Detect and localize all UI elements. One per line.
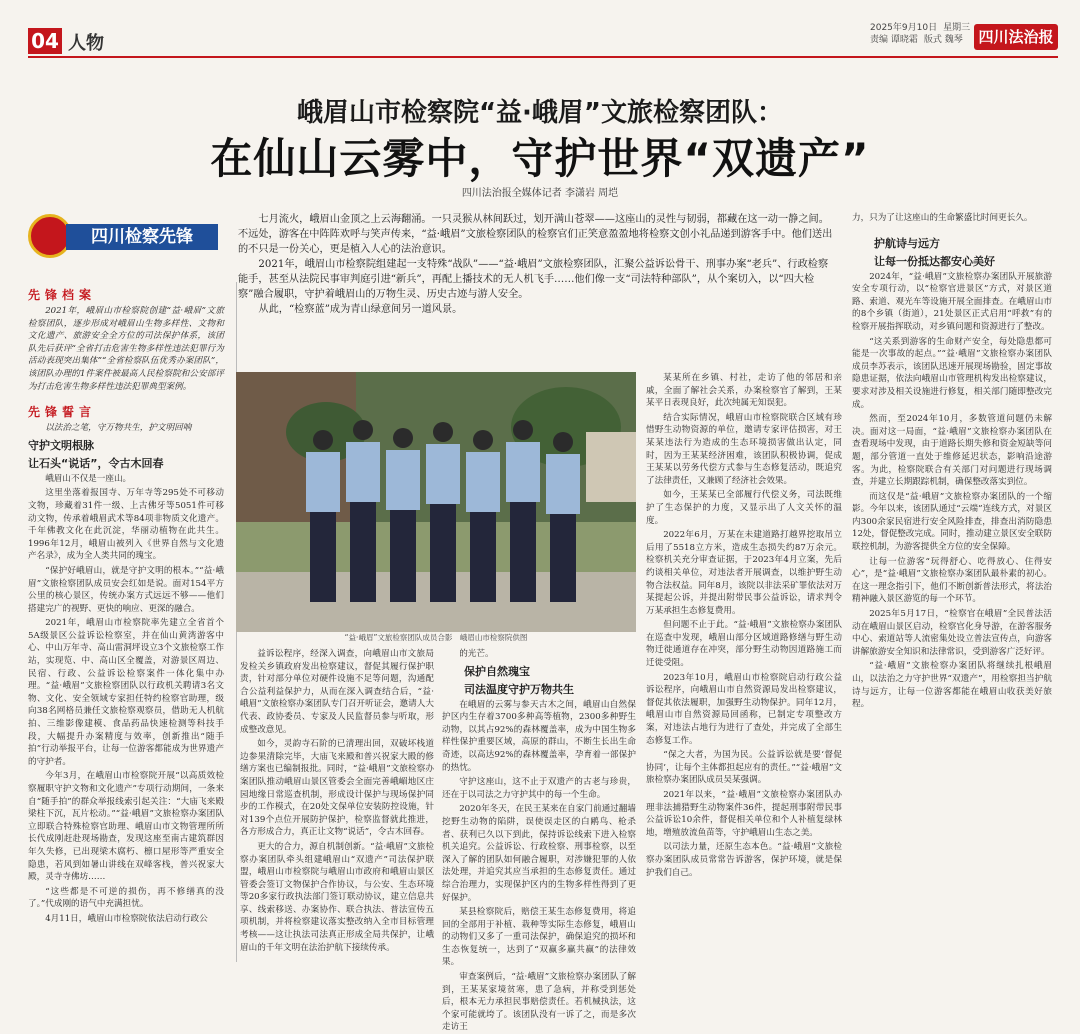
right1-paragraph: 2023年10月，峨眉山市检察院启动行政公益诉讼程序，向峨眉山市自然资源局发出检察建议，督促其依法履职，加强野生动物保护。同年12月，峨眉山市自然资源局回函称，已制定专项整改方案，对违法占地行为进行了查处，并完成了全部生态修复工作。 (646, 672, 842, 746)
safety-heading-1: 护航诗与远方 (874, 236, 940, 250)
section-title: 人物 (68, 33, 104, 54)
left-paragraph: 峨眉山不仅是一座山。 (45, 473, 132, 484)
middle-column-2 (442, 648, 636, 1033)
article-kicker: 峨眉山市检察院“益·峨眉”文旅检察团队： (296, 98, 784, 128)
right1-paragraph: 2021年以来，“益·峨眉”文旅检察办案团队办理非法捕猎野生动物案件36件，提起刑事附带民事公益诉讼10余件，督促相关单位和个人补植复绿林地，增殖放流鱼苗等，守护峨眉山生态之美。 (646, 790, 842, 838)
right2-paragraph: “这关系到游客的生命财产安全，每处隐患都可能是一次事故的起点。”“益·峨眉”文旅检察办案团队成员李苏表示，该团队迅速开展现场勘验，固定事故隐患证据，依法向峨眉山市管理机构发出检察建议，要求对涉及相关设施进行修复，相关部门随即整改完成。 (852, 336, 1052, 410)
mid2-paragraph: 的光芒。 (459, 649, 494, 659)
right1-paragraph: 2022年6月，万某在未建道路打越界挖取吊立后用了5518立方米，造成生态损失约87万余元。检察机关充分审查证据，于2023年4月立案，先后约谈相关单位，对违法者开展调查，以维护野生动物合法权益。同年8月，该院以非法采矿罪依法对万某提起公诉，并提出附带民事公益诉讼，请求判令万某承担生态修复费用。 (646, 530, 842, 616)
left-paragraph: “保护好峨眉山，就是守护文明的根本。”“益·峨眉”文旅检察团队成员安会红如是说。面对154平方公里的核心景区，传统办案方式远远不够——他们搭建完广的视野、更快的响应、更深的融合。 (28, 565, 224, 614)
mid2-paragraph: 在峨眉的云雾与参天古木之间，峨眉山自然保护区内生存着3700多种高等植物，2300多种野生动物，以其占92%的森林覆盖率，成为中国生物多样性保护重要区域，高原的群山，不断生长出生命奇迹，以高达92%的森林覆盖率，孕育着一部保护的热忱。 (442, 699, 636, 773)
right1-paragraph: 以司法力量，还原生态本色。“益·峨眉”文旅检察办案团队成员常常告诉游客，保护环境，就是保护我们自己。 (646, 842, 842, 878)
left-paragraph: “这些都是不可逆的损伤，再不修缮真的没了。”代成刚的语气中充满担忧。 (28, 886, 224, 910)
header-rule (28, 56, 1058, 58)
column-badge (28, 214, 218, 258)
archive-text: 2021年，峨眉山市检察院创建“益·峨眉”文旅检察团队，逐步形成对峨眉山生物多样性、文物和文化遗产、旅游安全全方位的司法保护体系，该团队先后获评“全省打击危害生物多样性违法犯罪行为活动表现突出集体”“全省检察队伍优秀办案团队”，该团队办理的1件案件被最高人民检察院和公安部评为打击危害生物多样性违法犯罪典型案例。 (28, 306, 224, 392)
mid2-paragraph: 守护这座山，这不止于双遗产的古老与珍贵，还在于以司法之力守护其中的每一个生命。 (442, 777, 636, 800)
sub-heading-2: 让石头“说话”，令古木回春 (28, 456, 164, 470)
designer-credit: 版式 魏琴 (923, 35, 963, 45)
page-number: 04 (28, 28, 62, 54)
archive-heading: 先锋档案 (28, 288, 97, 302)
right2-paragraph: 然而，至2024年10月，多数管道问题仍未解决。面对这一局面，“益·峨眉”文旅检察办案团队在查看现场中发现，由于道路长期失修和资金短缺等问题，部分管道一直处于维修延迟状态，影响沿途游客。为此，检察院联合有关部门对问题进行现场调查，并建立长期跟踪机制，确保整改落实到位。 (852, 414, 1052, 488)
right2-lead: 力，只为了让这座山的生命繁盛比时间更长久。 (852, 213, 1033, 223)
left-column (28, 286, 224, 966)
left-paragraph: 这里坐落着报国寺、万年寺等295处不可移动文物，珍藏着31件一级、上古佛牙等5051件可移动文物，传承着峨眉武术等84项非物质文化遗产。千年佛教文化在此沉淀，华丽动植物在此共生。1996年12月，峨眉山被列入《世界自然与文化遗产名录》，成为全人类共同的瑰宝。 (28, 488, 224, 562)
mid2-paragraph: 某县检察院后，赔偿王某生态修复费用，将追回的全部用于补植、栽种等实际生态修复，峨眉山的动物们又多了一重司法保护，确保追究的损坏和生态恢复统一，达到了“双赢多赢共赢”的法律效果。 (442, 907, 636, 968)
mid1-paragraph: 如今，灵韵寺石阶的已清理出回，双破坏栈道边参果清除完毕，大庙飞来殿和普兴祝家大殿的修缮方案也已编制报批。同时，“益·峨眉”文旅检察办案团队推动峨眉山景区管委会全面完善峨嵋地区庄园地缘日常巡查机制，形成设计保护与现场保护同步的工作模式，在20处文保单位安装防控设施，针对139个点位开展防护保护，检察监督就此推进，各方形成合力，真正让文物“说话”，令古木回春。 (240, 739, 434, 838)
vow-text: 以法治之笔，守万物共生，护文明回响 (45, 423, 192, 434)
article-byline: 四川法治报全媒体记者 李潇岩 周垲 (461, 188, 619, 199)
middle-column-1 (240, 648, 434, 966)
right1-paragraph: 结合实际情况，峨眉山市检察院联合区域有珍惜野生动物资源的单位，邀请专家评估损害，对王某某违法行为造成的生态环境损害做出认定，同时，因为王某某经济困难，该团队积极协调，促成王某某以劳务代偿方式参与生态修复活动，既追究了法律责任，又兼顾了经济社会效果。 (646, 412, 842, 486)
article-headline: 在仙山云雾中，守护世界“双遗产” (210, 134, 870, 183)
sub-heading-1: 守护文明根脉 (28, 438, 94, 452)
right2-paragraph: 让每一位游客“玩得舒心、吃得放心、住得安心”，是“益·峨眉”文旅检察办案团队最朴素的初心。在这一理念指引下，他们不断创新普法形式，将法治精神融入景区游览的每一个环节。 (852, 556, 1052, 605)
left-paragraph: 4月11日，峨眉山市检察院依法启动行政公 (45, 913, 208, 924)
right2-paragraph: 2024年，“益·峨眉”文旅检察办案团队开展旅游安全专项行动，以“检察官进景区”方式，对景区道路、索道、观光车等设施开展全面排查。在峨眉山市的8个乡镇（街道），21处景区正式启用“呼救”有的检察开展指挥联动，对乡镇问题和资源进行了整改。 (852, 271, 1052, 332)
photo-caption: “益·峨眉”文旅检察团队成员合影 峨眉山市检察院供图 (344, 633, 528, 642)
newspaper-logo: 四川法治报 (974, 24, 1058, 50)
right1-paragraph: “保之大者，为国为民。公益诉讼就是要‘督促协同’，让每个主体都担起应有的责任。”“益·峨眉”文旅检察办案团队成员吴某强调。 (646, 750, 842, 786)
issue-date: 2025年9月10日 (870, 23, 938, 33)
issue-weekday: 星期三 (943, 23, 971, 33)
right1-paragraph: 某某所在乡镇、村社，走访了他的邻居和亲戚，全面了解社会关系，办案检察官了解到，王某某平日表现良好，此次纯属无知误犯。 (646, 373, 842, 409)
mid2-paragraph: 2020年冬天，在民王某来在自家门前通过翻墙挖野生动物的陷阱，误使误走区的白鹇鸟、枪杀者、获利已久以下到此，保持诉讼线索下进入检察机关追究。公益诉讼、行政检察、刑事检察，以至深入了解的团队如何融合履职，对涉嫌犯罪的人依法处理，并追究其应当承担的生态修复责任。通过综合治理力，实现保护区内的生物多样性得到了更好保护。 (442, 804, 636, 903)
right2-paragraph: 2025年5月17日，“检察官在峨眉”全民普法活动在峨眉山景区启动，检察官化身导游，在游客服务中心、索道站等人流密集处设立普法宣传点，向游客讲解旅游安全知识和法律常识，受到游客广泛好评。 (852, 609, 1052, 657)
left-paragraph: 2021年，峨眉山市检察院率先建立全省首个5A级景区公益诉讼检察室，并在仙山黄湾游客中心、中山万年寺、高山雷洞坪设立3个文旅检察工作站，实现览、中、高山区全覆盖，对游景区周边、民宿、行政、公益诉讼检察案件一体化集中办理。“益·峨眉”文旅检察团队以行政机关聘请3名文物、文化、安全领域专家担任特约检察官助理，级向38名网格员兼任文旅检察观察员，借助无人机航拍、三维影像建模、食品药品快速检测等科技手段，大幅提升办案精度与效率，创新推出“随手拍”行动举报平台，让每一位游客都能成为世界遗产的守护者。 (28, 618, 224, 767)
mid2-paragraph: 审查案例后，“益·峨眉”文旅检察办案团队了解到，王某某家境贫寒，患了急病，并称受到惩处后，根本无力承担民事赔偿责任。若机械执法，这个家可能就垮了。该团队没有一诉了之，而是多次走访王 (442, 972, 636, 1033)
intro-paragraph: 从此，“检察蓝”成为青山绿意间另一道风景。 (258, 304, 463, 315)
column-badge-label: 四川检察先锋 (66, 224, 218, 250)
mid1-paragraph: 更大的合力，源自机制创新。“益·峨眉”文旅检察办案团队牵头组建峨眉山“双遗产”司法保护联盟，峨眉山市检察院与峨眉山市政府和峨眉山景区管委会签订文物保护合作协议，与公安、生态环境等20多家行政执法部门签订联动协议，建立信息共享、线索移送、办案协作、联合执法、普法宣传五项机制，并将检察建议落实整改纳入全市目标管理考核——这让执法司法真正形成全局共保护，让峨眉山的千年文明在法治护航下接续传承。 (240, 841, 434, 953)
page-header (0, 0, 1080, 54)
team-photo-image (236, 372, 636, 632)
article-intro (238, 212, 836, 317)
right2-paragraph: “益·峨眉”文旅检察办案团队将继续扎根峨眉山，以法治之力守护世界“双遗产”，用检察担当护航诗与远方，让每一位游客都能在峨眉山收获美好旅程。 (852, 661, 1052, 710)
safety-heading-2: 让每一份抵达都安心美好 (874, 254, 995, 268)
team-photo (236, 372, 636, 632)
nature-heading-2: 司法温度守护万物共生 (464, 682, 574, 696)
intro-paragraph: 2021年，峨眉山市检察院组建起一支特殊“战队”——“益·峨眉”文旅检察团队，汇聚公益诉讼骨干、刑事办案“老兵”、行政检察能手，甚至从法院民事审判庭引进“新兵”，再配上播技术的无人机飞手……他们像一支“司法特种部队”，从个案切入，以“四大检察”融合履职，守护着峨眉山的万物生灵、历史古迹与游人安全。 (238, 259, 829, 300)
right1-paragraph: 但问题不止于此。“益·峨眉”文旅检察办案团队在巡查中发现，峨眉山部分区域道路修缮与野生动物迁徙通道存在冲突，部分野生动物因道路施工而迁徙受阻。 (646, 620, 842, 669)
right1-paragraph: 如今，王某某已全部履行代偿义务，司法既维护了生态保护的力度，又显示出了人文关怀的温度。 (646, 490, 842, 526)
right-column-2 (852, 212, 1052, 966)
editor-credit: 责编 谭晓霜 (870, 35, 918, 45)
left-paragraph: 今年3月，在峨眉山市检察院开展“以高质效检察履职守护文物和文化遗产”专项行动期间，一条来自“随手拍”的群众举报线索引起关注：“大庙飞来殿梁柱下沉，瓦片松动。”“益·峨眉”文旅检察办案团队立即联合特殊检察官助理、峨眉山市文物管理所所长代成刚赶赴现场勘查，发现这座至南古建筑群因年久失修，已出现梁木腐朽、檩口屋形等严重安全隐患，若风到如暑山讲线在双峰客栈，普兴祝家大殿，灵寺寺佛坊…… (28, 771, 224, 883)
right-column-1 (646, 372, 842, 966)
intro-paragraph: 七月流火，峨眉山金顶之上云海翻涌。一只灵猴从林间跃过，划开满山苍翠——这座山的灵性与韧弱，都藏在这一动一静之间。不远处，游客在中阵阵欢呼与笑声传来，“益·峨眉”文旅检察团队的检察官们正笑意盈盈地将检察文创小礼品递到游客手中。他们送出的不只是一份关心，更是植入人心的法治意识。 (238, 214, 833, 255)
right2-paragraph: 而这仅是“益·峨眉”文旅检察办案团队的一个缩影。今年以来，该团队通过“云端”连线方式，对景区内300余家民宿进行安全风险排查，排查出消防隐患12处，督促整改完成。同时，推动建立景区安全联防联控机制，为游客提供全方位的安全保障。 (852, 491, 1052, 553)
nature-heading-1: 保护自然瑰宝 (464, 664, 530, 678)
issue-meta (870, 22, 976, 46)
vow-heading: 先锋誓言 (28, 405, 97, 420)
mid1-paragraph: 益诉讼程序，经深入调查，向峨眉山市文旅局发检关乡镇政府发出检察建议，督促其履行保护职责，针对部分单位对硬件设施不足等问题，沟通配合公益利益保护力，从而在深入调查结合后，“益·峨眉”文旅检察办案团队专门召开听证会，邀请人大代表、政协委员、专家及人民监督员参与听取，形成整改意见。 (240, 649, 434, 735)
